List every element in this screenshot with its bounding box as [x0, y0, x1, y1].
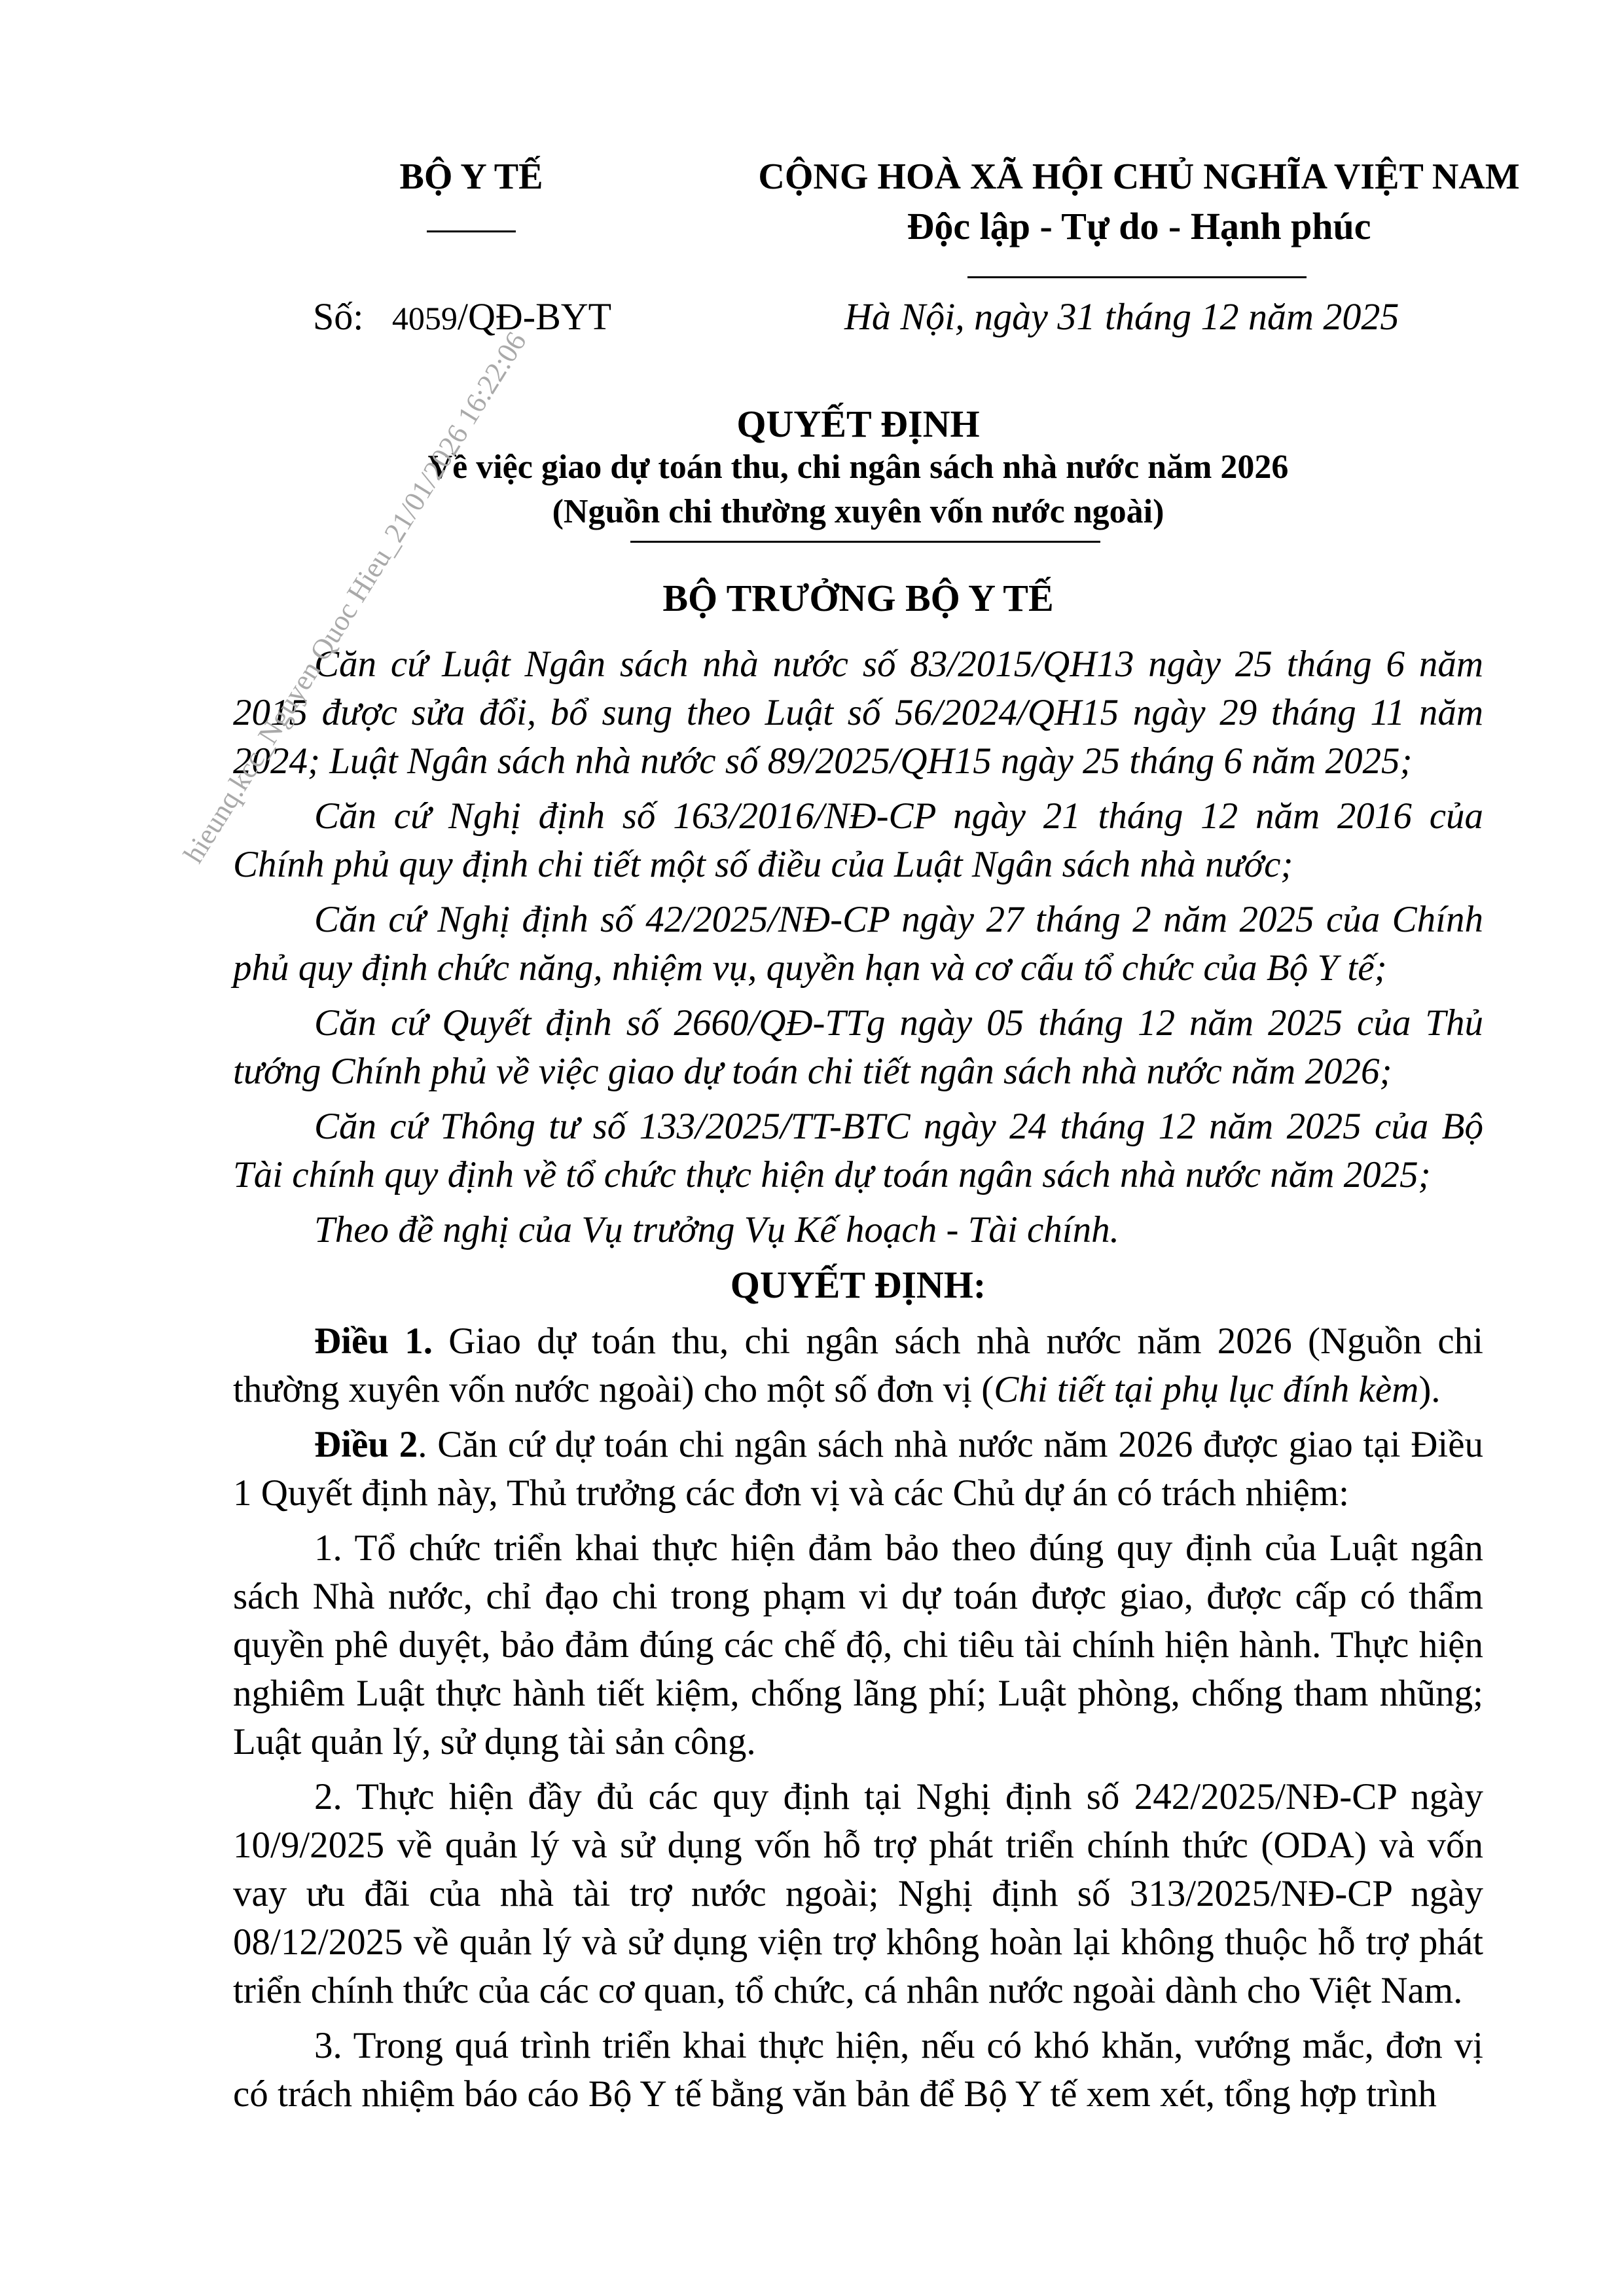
digital-signature-watermark: hieunq.kcc_Nguyen Quoc Hieu_21/01/2026 16:22:06: [177, 326, 533, 869]
decision-heading: QUYẾT ĐỊNH:: [730, 1264, 986, 1306]
article-1-end: ).: [1418, 1369, 1441, 1410]
agency-underline: [427, 230, 516, 232]
article-2-item: 2. Thực hiện đầy đủ các quy định tại Nghị định số 242/2025/NĐ-CP ngày 10/9/2025 về quản lý và sử dụng vốn hỗ trợ phát triển chính thức (ODA) và vốn vay ưu đãi của nhà tài trợ nước ngoài; Nghị định số 313/2025/NĐ-CP ngày 08/12/2025 về quản lý và sử dụng viện trợ không hoàn lại không thuộc hỗ trợ phát triển chính thức của các cơ quan, tổ chức, cá nhân nước ngoài dành cho Việt Nam.: [233, 1776, 1483, 2011]
preamble-clause: Căn cứ Nghị định số 42/2025/NĐ-CP ngày 27 tháng 2 năm 2025 của Chính phủ quy định chức năng, nhiệm vụ, quyền hạn và cơ cấu tổ chức của Bộ Y tế;: [233, 899, 1483, 989]
document-body: [233, 640, 1483, 2125]
article-1-label: Điều 1.: [314, 1321, 433, 1362]
preamble-clause: Căn cứ Thông tư số 133/2025/TT-BTC ngày 24 tháng 12 năm 2025 của Bộ Tài chính quy định về tổ chức thực hiện dự toán ngân sách nhà nước năm 2025;: [233, 1106, 1483, 1195]
article-1-text: Giao dự toán thu, chi ngân sách nhà nước năm 2026 (Nguồn chi thường xuyên vốn nước ngoài) cho một số đơn vị (: [233, 1321, 1483, 1410]
document-number-suffix: /QĐ-BYT: [457, 295, 612, 338]
document-number-label: Số:: [313, 295, 364, 338]
preamble-clause: Căn cứ Quyết định số 2660/QĐ-TTg ngày 05 tháng 12 năm 2025 của Thủ tướng Chính phủ về việc giao dự toán chi tiết ngân sách nhà nước năm 2026;: [233, 1002, 1483, 1092]
article-2-item: 1. Tổ chức triển khai thực hiện đảm bảo theo đúng quy định của Luật ngân sách Nhà nước, chỉ đạo chi trong phạm vi dự toán được giao, được cấp có thẩm quyền phê duyệt, bảo đảm đúng các chế độ, chi tiêu tài chính hiện hành. Thực hiện nghiêm Luật thực hành tiết kiệm, chống lãng phí; Luật phòng, chống tham nhũng; Luật quản lý, sử dụng tài sản công.: [233, 1527, 1483, 1762]
document-funding-source: (Nguồn chi thường xuyên vốn nước ngoài): [552, 493, 1164, 530]
document-type-title: QUYẾT ĐỊNH: [736, 403, 980, 445]
article-2-text: . Căn cứ dự toán chi ngân sách nhà nước năm 2026 được giao tại Điều 1 Quyết định này, Thủ trưởng các đơn vị và các Chủ dự án có trách nhiệm:: [233, 1424, 1483, 1514]
national-motto: Độc lập - Tự do - Hạnh phúc: [907, 205, 1371, 247]
preamble-clause: Căn cứ Luật Ngân sách nhà nước số 83/2015/QH13 ngày 25 tháng 6 năm 2015 được sửa đổi, bổ sung theo Luật số 56/2024/QH15 ngày 29 tháng 11 năm 2024; Luật Ngân sách nhà nước số 89/2025/QH15 ngày 25 tháng 6 năm 2025;: [233, 644, 1483, 782]
preamble-clause: Căn cứ Nghị định số 163/2016/NĐ-CP ngày 21 tháng 12 năm 2016 của Chính phủ quy định chi tiết một số điều của Luật Ngân sách nhà nước;: [233, 795, 1483, 885]
article-2: [233, 1421, 1483, 1518]
article-1-appendix-note: Chi tiết tại phụ lục đính kèm: [994, 1369, 1419, 1410]
national-title: CỘNG HOÀ XÃ HỘI CHỦ NGHĨA VIỆT NAM: [758, 156, 1520, 197]
article-1: [233, 1317, 1483, 1414]
title-underline: [630, 541, 1100, 543]
place-and-date: Hà Nội, ngày 31 tháng 12 năm 2025: [844, 295, 1399, 338]
document-subject: Về việc giao dự toán thu, chi ngân sách nhà nước năm 2026: [427, 448, 1289, 486]
document-number: [313, 295, 611, 338]
issuer-title: BỘ TRƯỞNG BỘ Y TẾ: [662, 577, 1054, 619]
issuing-agency: BỘ Y TẾ: [399, 156, 543, 197]
document-number-value: 4059: [391, 300, 458, 337]
motto-underline: [967, 276, 1307, 278]
article-2-item: 3. Trong quá trình triển khai thực hiện, nếu có khó khăn, vướng mắc, đơn vị có trách nhiệm báo cáo Bộ Y tế bằng văn bản để Bộ Y tế xem xét, tổng hợp trình: [233, 2025, 1483, 2115]
preamble-proposal: Theo đề nghị của Vụ trưởng Vụ Kế hoạch - Tài chính.: [314, 1209, 1119, 1250]
article-2-label: Điều 2: [314, 1424, 418, 1465]
